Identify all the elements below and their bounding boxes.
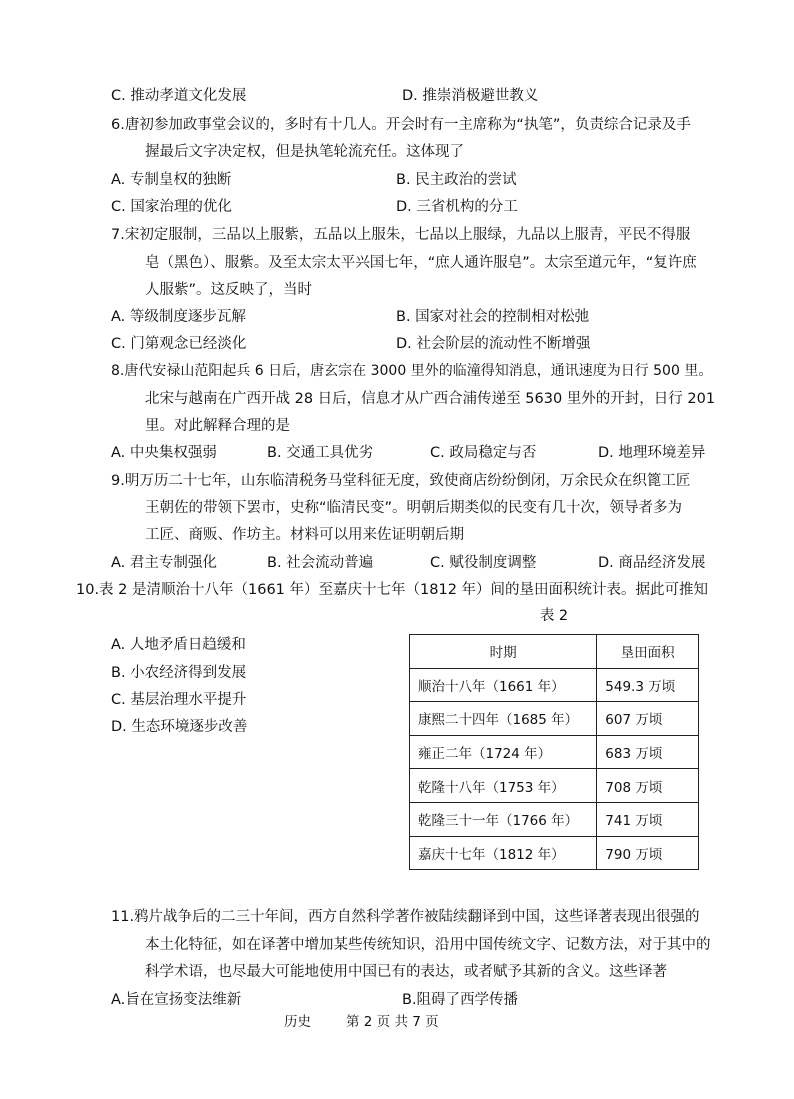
q9-stem-line2: 王朝佐的带领下罢市，史称“临清民变”。明朝后期类似的民变有几十次，领导者多为 (145, 500, 683, 516)
table-header-period: 时期 (410, 635, 597, 669)
table-cell-area: 683 万顷 (597, 735, 699, 769)
q7-option-b: B. 国家对社会的控制相对松弛 (396, 309, 590, 325)
table-cell-period: 雍正二年（1724 年） (410, 735, 597, 769)
q5-option-c: C. 推动孝道文化发展 (111, 88, 247, 104)
table-cell-area: 607 万顷 (597, 702, 699, 736)
q9-stem-line1: 9.明万历二十七年，山东临清税务马堂科征无度，致使商店纷纷倒闭，万余民众在织篦工匠 (111, 473, 691, 489)
q9-option-d: D. 商品经济发展 (598, 555, 706, 571)
table-cell-area: 741 万顷 (597, 802, 699, 836)
q7-stem-line2: 皂（黑色）、服紫。及至太宗太平兴国七年，“庶人通许服皂”。太宗至道元年，“复许庶 (145, 255, 697, 271)
table-cell-period: 乾隆十八年（1753 年） (410, 769, 597, 803)
table-cell-period: 顺治十八年（1661 年） (410, 668, 597, 702)
footer-subject: 历史 (284, 1014, 311, 1030)
q7-option-d: D. 社会阶层的流动性不断增强 (396, 336, 591, 352)
q7-stem-line1: 7.宋初定服制，三品以上服紫，五品以上服朱，七品以上服绿，九品以上服青，平民不得服 (111, 227, 691, 243)
q8-stem-line2: 北宋与越南在广西开战 28 日后，信息才从广西合浦传递至 5630 里外的开封，日行 201 (145, 391, 716, 407)
q11-stem-line1: 11.鸦片战争后的二三十年间，西方自然科学著作被陆续翻译到中国，这些译著表现出很强的 (111, 909, 700, 925)
table-header-row (410, 635, 699, 669)
table-header-area: 垦田面积 (597, 635, 699, 669)
table-row (410, 836, 699, 870)
table-cell-period: 嘉庆十七年（1812 年） (410, 836, 597, 870)
q9-option-c: C. 赋役制度调整 (430, 555, 537, 571)
q8-option-b: B. 交通工具优劣 (267, 445, 374, 461)
table-caption: 表 2 (539, 608, 569, 624)
table-row (410, 668, 699, 702)
q5-option-d: D. 推崇消极避世教义 (402, 88, 539, 104)
q9-stem-line3: 工匠、商贩、作坊主。材料可以用来佐证明朝后期 (145, 527, 464, 543)
table-cell-period: 康熙二十四年（1685 年） (410, 702, 597, 736)
q6-option-d: D. 三省机构的分工 (396, 199, 518, 215)
q10-stem-line1: 10.表 2 是清顺治十八年（1661 年）至嘉庆十七年（1812 年）间的垦田面积统计表。据此可推知 (76, 582, 709, 598)
table-cell-area: 790 万顷 (597, 836, 699, 870)
q10-option-a: A. 人地矛盾日趋缓和 (111, 637, 246, 653)
table-cell-area: 708 万顷 (597, 769, 699, 803)
q6-option-a: A. 专制皇权的独断 (111, 172, 232, 188)
table-cell-area: 549.3 万顷 (597, 668, 699, 702)
reclaimed-land-table (409, 634, 699, 870)
q8-option-a: A. 中央集权强弱 (111, 445, 217, 461)
q6-option-c: C. 国家治理的优化 (111, 199, 232, 215)
q8-option-c: C. 政局稳定与否 (430, 445, 537, 461)
q11-stem-line2: 本土化特征，如在译著中增加某些传统知识，沿用中国传统文字、记数方法，对于其中的 (145, 937, 711, 953)
q7-option-a: A. 等级制度逐步瓦解 (111, 309, 246, 325)
table-row (410, 769, 699, 803)
q7-option-c: C. 门第观念已经淡化 (111, 336, 247, 352)
table-row (410, 802, 699, 836)
q8-option-d: D. 地理环境差异 (598, 445, 706, 461)
q10-option-d: D. 生态环境逐步改善 (111, 719, 248, 735)
table-row (410, 702, 699, 736)
q7-stem-line3: 人服紫”。这反映了，当时 (145, 282, 313, 298)
q6-stem-line2: 握最后文字决定权，但是执笔轮流充任。这体现了 (145, 144, 464, 160)
q11-stem-line3: 科学术语，也尽最大可能地使用中国已有的表达，或者赋予其新的含义。这些译著 (145, 964, 667, 980)
q10-option-b: B. 小农经济得到发展 (111, 665, 247, 681)
q11-option-a: A.旨在宣扬变法维新 (111, 992, 242, 1008)
q10-option-c: C. 基层治理水平提升 (111, 692, 247, 708)
footer-page-number: 第 2 页 共 7 页 (346, 1014, 439, 1030)
table-cell-period: 乾隆三十一年（1766 年） (410, 802, 597, 836)
table-row (410, 735, 699, 769)
q8-stem-line3: 里。对此解释合理的是 (145, 418, 290, 434)
q8-stem-line1: 8.唐代安禄山范阳起兵 6 日后，唐玄宗在 3000 里外的临潼得知消息，通讯速度为日行 500 里。 (111, 363, 713, 379)
q9-option-b: B. 社会流动普遍 (267, 555, 374, 571)
q11-option-b: B.阻碍了西学传播 (402, 992, 519, 1008)
q6-option-b: B. 民主政治的尝试 (396, 172, 517, 188)
q9-option-a: A. 君主专制强化 (111, 555, 217, 571)
q6-stem-line1: 6.唐初参加政事堂会议的，多时有十几人。开会时有一主席称为“执笔”，负责综合记录及手 (111, 117, 691, 133)
